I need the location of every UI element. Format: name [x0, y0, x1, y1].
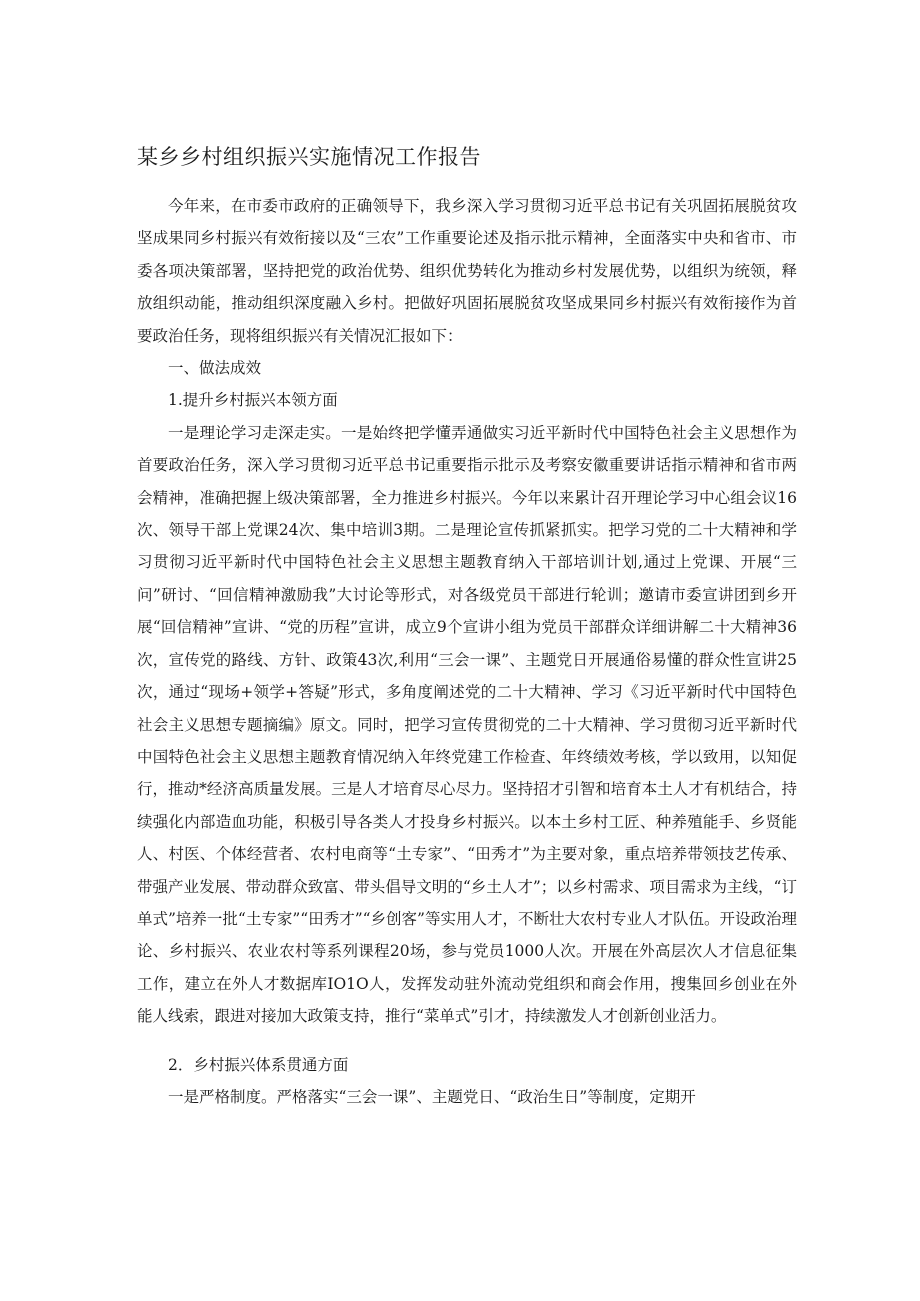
document-page — [137, 140, 797, 1113]
subsection-heading-system: 2．乡村振兴体系贯通方面 — [168, 1055, 349, 1074]
subsection-heading-capability: 1.提升乡村振兴本领方面 — [168, 391, 338, 410]
subsection-body-system: 一是严格制度。严格落实“三会一课”、主题党日、“政治生日”等制度，定期开 — [168, 1087, 696, 1106]
document-title: 某乡乡村组织振兴实施情况工作报告 — [137, 145, 481, 169]
subsection-body-capability: 一是理论学习走深走实。一是始终把学懂弄通做实习近平新时代中国特色社会主义思想作为首要政治任务，深入学习贯彻习近平总书记重要指示批示及考察安徽重要讲话指示精神和省市两会精神，准确把握上级决策部署，全力推进乡村振兴。今年以来累计召开理论学习中心组会议16次、领导干部上党课24次、集中培训3期。二是理论宣传抓紧抓实。把学习党的二十大精神和学习贯彻习近平新时代中国特色社会主义思想主题教育纳入干部培训计划,通过上党课、开展“三问”研讨、“回信精神激励我”大讨论等形式，对各级党员干部进行轮训；邀请市委宣讲团到乡开展“回信精神”宣讲、“党的历程”宣讲，成立9个宣讲小组为党员干部群众详细讲解二十大精神36次，宣传党的路线、方针、政策43次,利用“三会一课”、主题党日开展通俗易懂的群众性宣讲25次，通过“现场+领学+答疑”形式，多角度阐述党的二十大精神、学习《习近平新时代中国特色社会主义思想专题摘编》原文。同时，把学习宣传贯彻党的二十大精神、学习贯彻习近平新时代中国特色社会主义思想主题教育情况纳入年终党建工作检查、年终绩效考核，学以致用，以知促行，推动*经济高质量发展。三是人才培育尽心尽力。坚持招才引智和培育本土人才有机结合，持续强化内部造血功能，积极引导各类人才投身乡村振兴。以本土乡村工匠、种养殖能手、乡贤能人、村医、个体经营者、农村电商等“土专家”、“田秀才”为主要对象，重点培养带领技艺传承、带强产业发展、带动群众致富、带头倡导文明的“乡土人才”；以乡村需求、项目需求为主线，“订单式”培养一批“土专家”“田秀才”“乡创客”等实用人才，不断壮大农村专业人才队伍。开设政治理论、乡村振兴、农业农村等系列课程20场，参与党员1000人次。开展在外高层次人才信息征集工作，建立在外人才数据库IO1O人，发挥发动驻外流动党组织和商会作用，搜集回乡创业在外能人线索，跟进对接加大政策支持，推行“菜单式”引才，持续激发人才创新创业活力。 — [137, 423, 797, 1026]
section-heading-results: 一、做法成效 — [168, 359, 262, 378]
intro-paragraph: 今年来，在市委市政府的正确领导下，我乡深入学习贯彻习近平总书记有关巩固拓展脱贫攻坚成果同乡村振兴有效衔接以及“三农”工作重要论述及指示批示精神，全面落实中央和省市、市委各项决策部署，坚持把党的政治优势、组织优势转化为推动乡村发展优势，以组织为统领，释放组织动能，推动组织深度融入乡村。把做好巩固拓展脱贫攻坚成果同乡村振兴有效衔接作为首要政治任务，现将组织振兴有关情况汇报如下： — [137, 197, 797, 345]
